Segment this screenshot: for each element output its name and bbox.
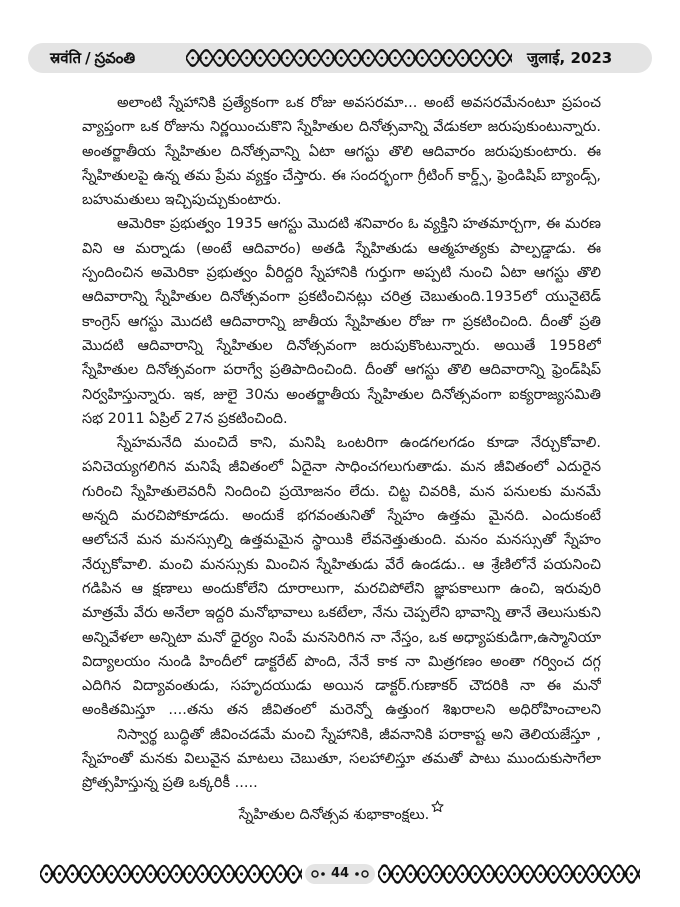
text-line: అన్నివేళలా అన్నిటా మనో ధైర్యం నింపే మనసెరిగిన నా నేస్తం, ఒక అధ్యాపకుడిగా,ఉస్మానియా bbox=[82, 629, 601, 646]
text-line: నేర్చుకోవాలి. మంచి మనస్సుకు మించిన స్నేహితుడు వేరే ఉండడు.. ఆ శ్రేణిలోనే పయనించి bbox=[82, 556, 601, 573]
text-line: అంకితమిస్తూ ....తను తన జీవితంలో మరెన్నో ఉత్తుంగ శిఖరాలని అధిరోహించాలని bbox=[82, 702, 601, 719]
text-line: అంతర్జాతీయ స్నేహితుల దినోత్సవాన్ని ఏటా ఆగస్టు తొలి ఆదివారం జరుపుకుంటారు. ఈ bbox=[82, 143, 601, 160]
magazine-title-telugu: స్రవంతి bbox=[94, 49, 136, 67]
magazine-title-hindi: स्रवंति bbox=[50, 49, 82, 67]
dot-ornament-icon bbox=[311, 869, 327, 879]
article-body bbox=[82, 91, 601, 824]
page-header bbox=[28, 43, 652, 73]
text-line: స్నేహితులపై ఉన్న తమ ప్రేమ వ్యక్తం చేస్తారు. ఈ సందర్భంగా గ్రీటింగ్ కార్డ్స్, ఫ్రెండిషిప్ బ్యాండ్స్, bbox=[82, 167, 601, 184]
text-line: ఆమెరికా ప్రభుత్వం 1935 ఆగస్టు మొదటి శనివారం ఓ వ్యక్తిని హతమార్చగా, ఈ మరణ bbox=[117, 216, 601, 233]
text-line: విద్యాలయం నుండి హిందీలో డాక్టరేట్ పొంది, నేనే కాక నా మిత్రగణం అంతా గర్వించ దగ్గ bbox=[82, 653, 601, 670]
text-line: పనిచెయ్యగలిగిన మనిషే జీవితంలో ఏదైనా సాధించగలుగుతాడు. మన జీవితంలో ఎదురైన bbox=[82, 459, 601, 476]
dot-ornament-icon bbox=[353, 869, 369, 879]
text-line: గురించి స్నేహితులెవరినీ నిందించి ప్రయోజనం లేదు. చిట్ట చివరికి, మన పనులకు మనమే bbox=[82, 483, 601, 500]
text-line: వ్యాప్తంగా ఒక రోజును నిర్ణయించుకొని స్నేహితుల దినోత్సవాన్ని వేడుకలా జరుపుకుంటున్నారు. bbox=[82, 119, 601, 136]
text-line: ఆలోచనే మన మనస్సుల్ని ఉత్తమమైన స్థాయికి లేవనెత్తుతుంది. మనం మనస్సుతో స్నేహం bbox=[82, 532, 601, 549]
text-line: నిర్వహిస్తున్నారు. ఇక, జులై 30ను అంతర్జాతీయ స్నేహితుల దినోత్సవంగా ఐక్యరాజ్యసమితి bbox=[82, 386, 601, 403]
page-footer bbox=[40, 862, 640, 886]
issue-date: जुलाई, 2023 bbox=[527, 49, 613, 67]
text-line: గడిపిన ఆ క్షణాలు అందుకోలేని దూరాలుగా, మరచిపోలేని జ్ఞాపకాలుగా ఉంచి, ఇరువురి bbox=[82, 580, 601, 597]
star-icon bbox=[431, 800, 444, 813]
page-number: 44 bbox=[330, 866, 350, 881]
text-line: కాంగ్రెస్ ఆగస్టు మొదటి ఆదివారాన్ని జాతీయ స్నేహితుల రోజు గా ప్రకటించింది. దీంతో ప్రతి bbox=[82, 313, 601, 330]
text-line: నిస్వార్థ బుద్ధితో జీవించడమే మంచి స్నేహానికి, జీవనానికి పరాకాష్ట అని తెలియజేస్తూ , bbox=[117, 726, 601, 743]
text-line: స్పందించిన అమెరికా ప్రభుత్వం వీరిద్దరి స్నేహానికి గుర్తుగా అప్పటి నుంచి ఏటా ఆగస్టు తొలి bbox=[82, 265, 601, 282]
page-number-badge bbox=[305, 864, 375, 884]
closing-greeting bbox=[82, 800, 601, 824]
text-line: అలాంటి స్నేహానికి ప్రత్యేకంగా ఒక రోజు అవసరమా... అంటే అవసరమేనంటూ ప్రపంచ bbox=[117, 95, 601, 111]
title-separator: / bbox=[85, 49, 91, 67]
text-line: ఎదిగిన విద్యావంతుడు, సహృదయుడు అయిన డాక్టర్.గుణాకర్ చౌదరికి నా ఈ మనో bbox=[82, 678, 601, 695]
closing-text: స్నేహితుల దినోత్సవ శుభాకాంక్షలు. bbox=[238, 806, 430, 823]
footer-ornament-right-icon bbox=[378, 862, 640, 886]
text-line: అన్నది మరచిపోకూడదు. అందుకే భగవంతునితో స్నేహం ఉత్తమ మైనది. ఎందుకంటే bbox=[82, 508, 601, 525]
text-line: విని ఆ మర్నాడు (అంటే ఆదివారం) అతడి స్నేహితుడు ఆత్మహత్యకు పాల్పడ్డాడు. ఈ bbox=[82, 240, 601, 257]
text-line: ప్రోత్సహిస్తున్న ప్రతి ఒక్కరికీ ..... bbox=[82, 775, 258, 792]
text-line: స్నేహమనేది మంచిదే కాని, మనిషి ఒంటరిగా ఉండగలగడం కూడా నేర్చుకోవాలి. bbox=[117, 435, 601, 452]
footer-ornament-left-icon bbox=[40, 862, 302, 886]
header-ornament-icon bbox=[186, 46, 512, 70]
text-line: స్నేహితుల దినోత్సవంగా పరాగ్వే ప్రతిపాదించింది. దీంతో ఆగస్టు తొలి ఆదివారాన్ని ఫ్రెండ్‌షిప్ bbox=[82, 362, 601, 379]
text-line: మాత్రమే వేరు అనేలా ఇద్దరి మనోభావాలు ఒకటేలా, నేను చెప్పలేని భావాన్ని తానే తెలుసుకుని bbox=[82, 605, 601, 622]
text-line: మొదటి ఆదివారాన్ని స్నేహితుల దినోత్సవంగా జరుపుకొంటున్నారు. అయితే 1958లో bbox=[82, 337, 601, 354]
text-line: స్నేహంతో మనకు విలువైన మాటలు చెబుతూ, సలహాలిస్తూ తమతో పాటు ముందుకుసాగేలా bbox=[82, 751, 601, 768]
text-line: సభ 2011 ఏప్రిల్ 27న ప్రకటించింది. bbox=[82, 410, 288, 427]
magazine-title bbox=[50, 43, 135, 73]
text-line: బహుమతులు ఇచ్చిపుచ్చుకుంటారు. bbox=[82, 192, 282, 209]
text-line: ఆదివారాన్ని స్నేహితుల దినోత్సవంగా ప్రకటించినట్లు చరిత్ర చెబుతుంది.1935లో యునైటెడ్ bbox=[82, 289, 601, 306]
